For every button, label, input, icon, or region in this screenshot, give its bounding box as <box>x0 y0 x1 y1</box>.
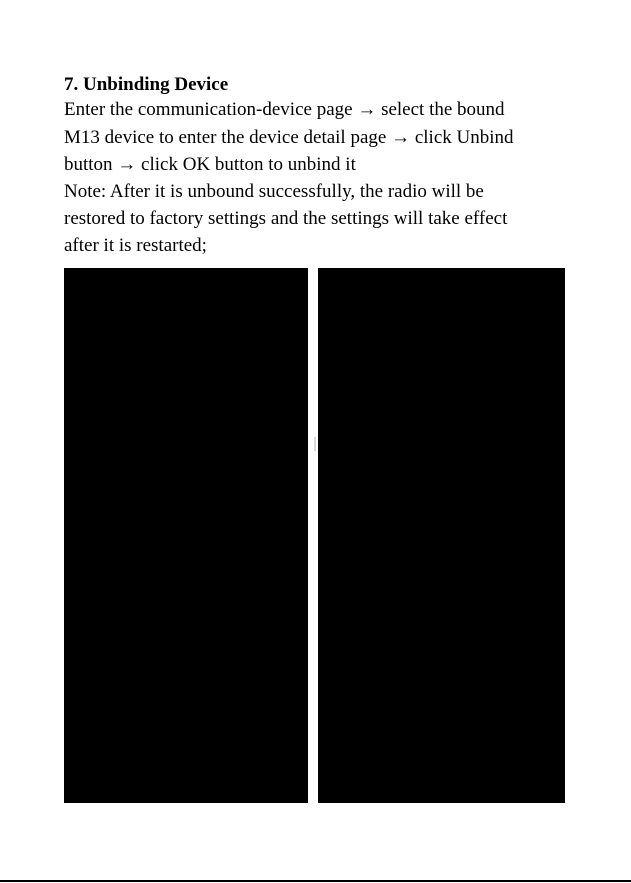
divider-mark <box>314 437 316 451</box>
instruction-line-3: button → click OK button to unbind it <box>64 154 356 175</box>
page-bottom-rule <box>0 880 631 882</box>
instruction-line-2: M13 device to enter the device detail page → click Unbind <box>64 127 514 148</box>
note-line-1: Note: After it is unbound successfully, the radio will be <box>64 181 484 202</box>
device-detail-screenshot <box>64 268 308 803</box>
unbind-confirm-screenshot <box>318 268 565 803</box>
note-line-3: after it is restarted; <box>64 235 207 256</box>
note-line-2: restored to factory settings and the settings will take effect <box>64 208 508 229</box>
section-heading: 7. Unbinding Device <box>64 74 229 95</box>
instruction-line-1: Enter the communication-device page → select the bound <box>64 99 505 120</box>
